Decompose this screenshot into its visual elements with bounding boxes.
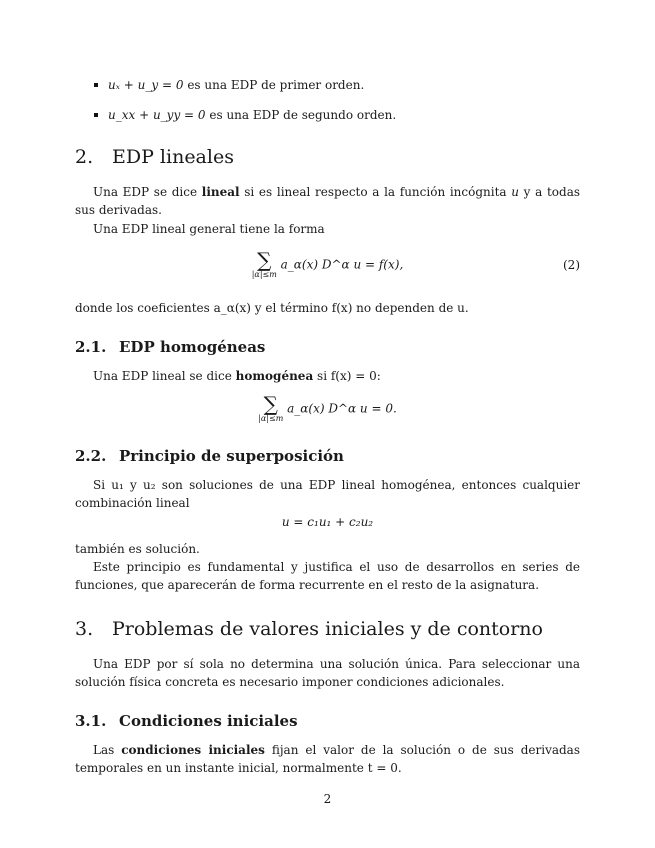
subsection-number: 3.1.: [75, 712, 107, 730]
subsection-title: Condiciones iniciales: [119, 712, 298, 730]
bullet-item-1: [108, 76, 364, 94]
text-run: Las: [93, 743, 122, 757]
text-run: donde los coeficientes a_α(x) y el término f(x) no dependen de u.: [75, 301, 469, 315]
bullet-1-math: uₓ + u_y = 0: [108, 78, 184, 92]
subsection-heading: [75, 447, 344, 465]
subsection-title: EDP homogéneas: [119, 338, 266, 356]
section-heading: [75, 620, 543, 638]
equation-superposition: u = c₁u₁ + c₂u₂: [281, 515, 374, 529]
text-run: también es solución.: [75, 542, 200, 556]
page-number: 2: [323, 792, 332, 806]
subsection-number: 2.2.: [75, 447, 107, 465]
equation-2: [75, 250, 580, 279]
summation: [258, 394, 283, 423]
paragraph: [75, 558, 580, 594]
section-number: 3.: [75, 618, 94, 640]
sum-limit: |α|≤m: [258, 414, 284, 423]
bold-term: condiciones iniciales: [121, 743, 265, 757]
text-run: y a todas sus derivadas.: [75, 185, 581, 217]
bullet-2-text: es una EDP de segundo orden.: [205, 108, 397, 122]
text-run: Este principio es fundamental y justifica el uso de desarrollos en series de funciones, que aparecerán de forma recurrente en el resto de la asignatura.: [75, 560, 580, 592]
equation-body: a_α(x) D^α u = f(x),: [280, 257, 404, 272]
equation-body: a_α(x) D^α u = 0.: [287, 401, 397, 416]
bullet-1-text: es una EDP de primer orden.: [183, 78, 365, 92]
summation: [252, 250, 277, 279]
section-title: EDP lineales: [112, 146, 234, 168]
section-title: Problemas de valores iniciales y de contorno: [112, 618, 543, 640]
text-run: Una EDP lineal general tiene la forma: [93, 222, 325, 236]
equation-number: (2): [563, 258, 580, 272]
equation-homogeneous: [75, 394, 580, 423]
paragraph: [75, 476, 580, 512]
text-run: Si u₁ y u₂ son soluciones de una EDP lineal homogénea, entonces cualquier combinación lineal: [75, 478, 580, 510]
math-symbol: u: [511, 185, 519, 199]
text-run: fijan el valor de la solución o de sus derivadas temporales en un instante inicial, normalmente t = 0.: [75, 743, 580, 775]
paragraph: [75, 655, 580, 691]
text-run: Una EDP lineal se dice: [93, 369, 236, 383]
subsection-number: 2.1.: [75, 338, 107, 356]
bullet-marker: [94, 113, 98, 117]
sum-limit: |α|≤m: [251, 270, 277, 279]
bullet-item-2: [108, 106, 396, 124]
subsection-heading: [75, 338, 265, 356]
bold-term: homogénea: [235, 369, 314, 383]
section-heading: [75, 148, 234, 166]
text-run: si f(x) = 0:: [313, 369, 381, 383]
paragraph: [75, 741, 580, 777]
bullet-marker: [94, 83, 98, 87]
text-run: si es lineal respecto a la función incógnita: [239, 185, 512, 199]
subsection-heading: [75, 712, 298, 730]
paragraph: [75, 540, 580, 558]
text-run: Una EDP por sí sola no determina una solución única. Para seleccionar una solución física concreta es necesario imponer condiciones adicionales.: [75, 657, 580, 689]
paragraph: [75, 299, 580, 317]
sigma-symbol: ∑: [257, 248, 272, 272]
section-number: 2.: [75, 146, 94, 168]
paragraph: [75, 220, 580, 238]
bold-term: lineal: [201, 185, 240, 199]
paragraph: [75, 367, 580, 385]
subsection-title: Principio de superposición: [119, 447, 344, 465]
sigma-symbol: ∑: [263, 392, 278, 416]
text-run: Una EDP se dice: [93, 185, 202, 199]
paragraph: [75, 183, 580, 219]
bullet-2-math: u_xx + u_yy = 0: [108, 108, 206, 122]
